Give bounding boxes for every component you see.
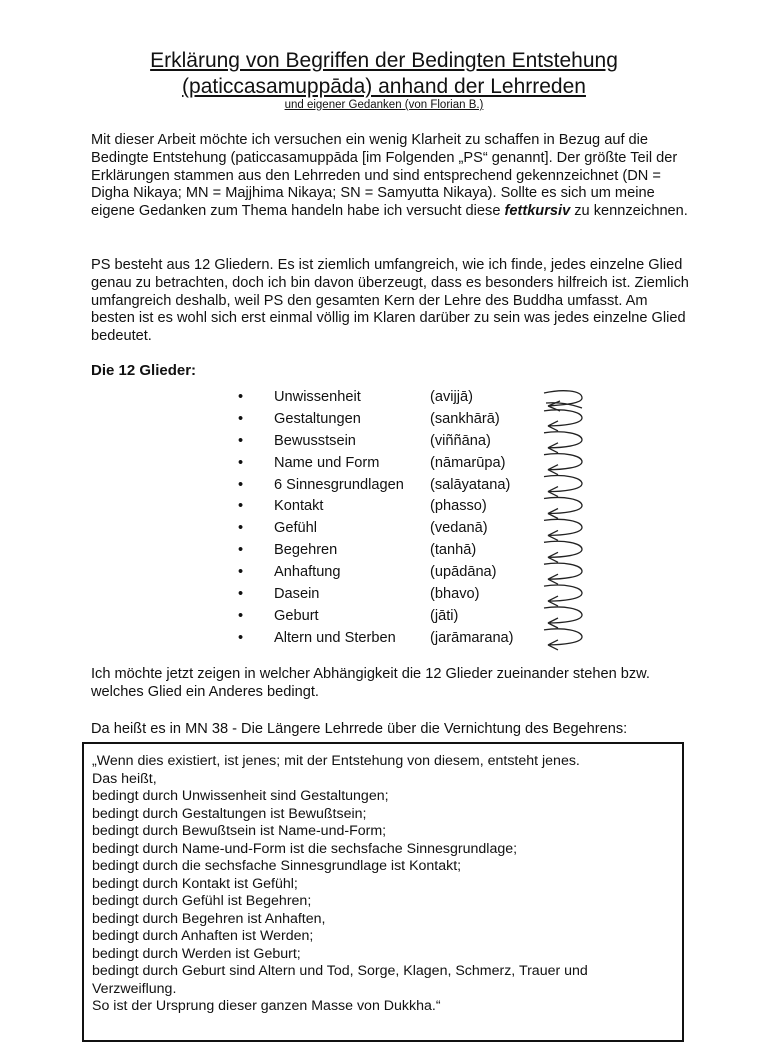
glied-pali: (avijjā) [430, 389, 473, 405]
bold-italic-emphasis: fettkursiv [504, 203, 571, 220]
quote-line: bedingt durch Bewußtsein ist Name-und-Form; [92, 823, 387, 839]
glied-pali: (nāmarūpa) [430, 454, 506, 471]
glied-pali: (viññāna) [430, 432, 491, 449]
bullet-icon: • [238, 454, 244, 471]
glied-pali: (jarāmarana) [430, 629, 514, 646]
intro-paragraph-1 [91, 132, 691, 221]
loop-arrow [544, 497, 582, 518]
bullet-icon: • [238, 542, 244, 559]
quote-line: bedingt durch Gestaltungen ist Bewußtsein; [92, 805, 367, 822]
intro-text-1a: Mit dieser Arbeit möchte ich versuchen ein wenig Klarheit zu schaffen in Bezug auf die Bedingte Entstehung (paticcasamuppāda [im Folgenden „PS“ genannt]. Der größte Teil der Erklärungen stammen aus den Lehrreden und sind entsprechend gekennzeichnet (DN = Digha Nikaya; MN = Majjhima Nikaya; SN = Samyutta Nikaya). Sollte es sich um meine eigene Gedanken zum Thema handeln habe ich versucht diese [91, 132, 678, 220]
bullet-icon: • [238, 498, 244, 515]
quote-line: bedingt durch Anhaften ist Werden; [92, 928, 314, 944]
quote-line: bedingt durch Name-und-Form ist die sechsfache Sinnesgrundlage; [92, 840, 518, 857]
glied-pali: (vedanā) [430, 520, 488, 537]
bullet-icon: • [238, 564, 244, 581]
bullet-icon: • [238, 476, 244, 493]
quote-line: bedingt durch Kontakt ist Gefühl; [92, 875, 298, 892]
bullet-icon: • [238, 607, 244, 624]
bullet-icon: • [238, 389, 244, 405]
glied-german: Anhaftung [274, 564, 341, 581]
bullet-icon: • [238, 629, 244, 646]
quote-line: bedingt durch die sechsfache Sinnesgrundlage ist Kontakt; [92, 858, 462, 874]
loop-arrow [544, 432, 582, 453]
glied-german: Unwissenheit [274, 389, 361, 405]
loop-arrow [544, 585, 582, 606]
quote-line: Verzweiflung. [92, 980, 177, 997]
loop-arrow [544, 563, 582, 584]
bullet-icon: • [238, 520, 244, 537]
quote-line: bedingt durch Gefühl ist Begehren; [92, 893, 312, 909]
quote-line: „Wenn dies existiert, ist jenes; mit der Entstehung von diesem, entsteht jenes. [92, 753, 580, 769]
bullet-icon: • [238, 586, 244, 603]
glied-german: Kontakt [274, 498, 324, 515]
glied-german: Geburt [274, 607, 319, 624]
dependency-paragraph: Ich möchte jetzt zeigen in welcher Abhängigkeit die 12 Glieder zueinander stehen bzw. welches Glied ein Anderes bedingt. [91, 666, 650, 700]
loop-arrow [544, 454, 582, 475]
intro-paragraph-2: PS besteht aus 12 Gliedern. Es ist ziemlich umfangreich, wie ich finde, jedes einzelne Glied genau zu betrachten, doch ich bin davon überzeugt, dass es besonders hilfreich ist. Ziemlich umfangreich deshalb, weil PS den gesamten Kern der Lehre des Buddha umfasst. Am besten ist es wohl sich erst einmal völlig im Klaren darüber zu sein was jedes einzelne Glied bedeutet. [91, 257, 689, 345]
quote-line: bedingt durch Werden ist Geburt; [92, 945, 301, 962]
bullet-icon: • [238, 432, 244, 449]
glied-pali: (upādāna) [430, 564, 497, 581]
glied-german: Bewusstsein [274, 432, 356, 449]
glied-german: Begehren [274, 542, 338, 559]
mn38-intro: Da heißt es in MN 38 - Die Längere Lehrrede über die Vernichtung des Begehrens: [91, 721, 628, 737]
quote-line: bedingt durch Begehren ist Anhaften, [92, 910, 326, 927]
document-subtitle: und eigener Gedanken (von Florian B.) [284, 99, 484, 111]
document-title-line-2: (paticcasamuppāda) anhand der Lehrreden [182, 75, 586, 98]
glied-pali: (sankhārā) [430, 410, 500, 427]
quote-line: bedingt durch Geburt sind Altern und Tod, Sorge, Klagen, Schmerz, Trauer und [92, 963, 588, 979]
glied-german: Gefühl [274, 520, 317, 537]
glied-pali: (tanhā) [430, 542, 477, 559]
loop-arrow [544, 629, 582, 650]
loop-arrow [544, 541, 582, 562]
quote-line: So ist der Ursprung dieser ganzen Masse von Dukkha.“ [92, 998, 441, 1014]
glied-pali: (salāyatana) [430, 476, 511, 493]
glied-pali: (bhavo) [430, 586, 480, 603]
loop-arrow [544, 410, 582, 431]
quote-line: Das heißt, [92, 770, 157, 787]
document-title-line-1: Erklärung von Begriffen der Bedingten Entstehung [150, 49, 618, 72]
glied-german: Gestaltungen [274, 410, 361, 427]
loop-arrow [544, 476, 582, 497]
cycle-arrows-icon [540, 388, 586, 654]
mn38-quote-box [82, 742, 684, 1042]
glieder-heading: Die 12 Glieder: [91, 362, 197, 379]
glied-german: 6 Sinnesgrundlagen [274, 476, 404, 493]
loop-arrow [544, 519, 582, 540]
glied-pali: (phasso) [430, 498, 487, 515]
loop-arrow [544, 607, 582, 628]
glied-german: Dasein [274, 586, 320, 603]
glied-pali: (jāti) [430, 607, 459, 624]
bullet-icon: • [238, 410, 244, 427]
intro-text-1b: zu kennzeichnen. [570, 203, 688, 220]
glied-german: Altern und Sterben [274, 629, 396, 646]
quote-line: bedingt durch Unwissenheit sind Gestaltungen; [92, 788, 389, 804]
glied-german: Name und Form [274, 454, 380, 471]
